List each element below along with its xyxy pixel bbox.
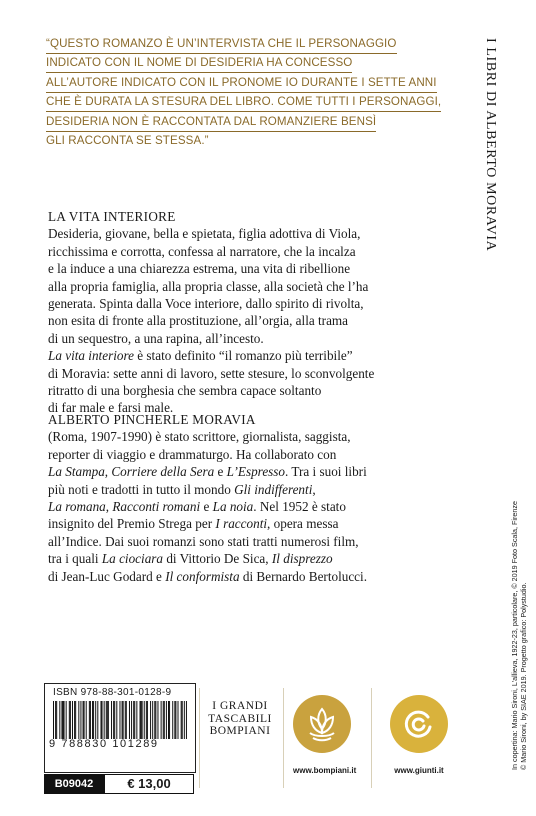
- work-title: I racconti: [215, 516, 268, 532]
- barcode-bar: [83, 701, 84, 739]
- barcode-box: [44, 683, 196, 773]
- quote-line-1: “QUESTO ROMANZO È UN’INTERVISTA CHE IL PERSONAGGIO: [46, 36, 397, 54]
- synopsis-line: ricchissima e corrotta, confessa al narratore, che la incalza: [48, 243, 356, 259]
- bio-line: [48, 550, 468, 567]
- bio-text: ,: [104, 464, 112, 480]
- barcode-bar: [169, 701, 170, 739]
- giunti-logo-icon: [390, 695, 448, 753]
- work-title: Il conformista: [165, 568, 240, 584]
- synopsis-line: e la induce a una chiarezza estrema, una vita di ribellione: [48, 261, 351, 277]
- barcode-bar: [155, 701, 156, 739]
- barcode-bar: [125, 701, 126, 739]
- barcode-bar: [129, 701, 130, 739]
- barcode-bar: [69, 701, 70, 739]
- bio-line: all’Indice. Dai suoi romanzi sono stati tratti numerosi film,: [48, 533, 359, 549]
- barcode-bar: [186, 701, 187, 739]
- barcode-bar: [108, 701, 109, 739]
- barcode-bar: [56, 701, 57, 739]
- barcode-bar: [164, 701, 165, 739]
- barcode-bar: [113, 701, 114, 739]
- bio-line: [48, 568, 468, 585]
- divider: [371, 688, 372, 788]
- work-title: Racconti romani: [112, 499, 201, 515]
- barcode-bar: [70, 701, 71, 739]
- barcode-bar: [136, 701, 137, 739]
- barcode-bar: [74, 701, 75, 739]
- work-title: La Stampa: [48, 464, 105, 480]
- bio-text: . Nel 1952 è stato: [253, 499, 346, 515]
- series-name: [205, 700, 275, 738]
- synopsis-line: ritratto di una borghesia che sembra capace soltanto: [48, 383, 322, 399]
- isbn-label: ISBN 978-88-301-0128-9: [53, 687, 172, 698]
- barcode-bar: [72, 701, 73, 739]
- barcode-bar: [166, 701, 167, 739]
- book-title-italic: La vita interiore: [48, 348, 134, 364]
- barcode-bar: [59, 701, 60, 739]
- author-bio-section: [48, 411, 468, 585]
- barcode-bar: [53, 701, 54, 739]
- quote-line-3: ALL’AUTORE INDICATO CON IL PRONOME IO DURANTE I SETTE ANNI: [46, 75, 437, 93]
- divider: [283, 688, 284, 788]
- barcode-bar: [154, 701, 155, 739]
- bio-line: [48, 498, 468, 515]
- barcode-bar: [146, 701, 147, 739]
- synopsis-text: è stato definito “il romanzo più terribile”: [133, 348, 353, 364]
- barcode-bar: [133, 701, 134, 739]
- barcode-bar: [144, 701, 145, 739]
- barcode-bar: [126, 701, 127, 739]
- barcode-bar: [86, 701, 87, 739]
- work-title: L’Espresso: [226, 464, 286, 480]
- product-code: B09042: [44, 774, 104, 794]
- bio-text: di Vittorio De Sica,: [163, 551, 272, 567]
- barcode-bar: [157, 701, 158, 739]
- author-heading: ALBERTO PINCHERLE MORAVIA: [48, 412, 256, 427]
- barcode-bar: [123, 701, 124, 739]
- credits-line-2: © Mario Sironi, by SIAE 2019. Progetto grafico: Polystudio.: [519, 582, 528, 770]
- synopsis-heading: LA VITA INTERIORE: [48, 209, 176, 224]
- barcode-bar: [147, 701, 148, 739]
- barcode-bar: [163, 701, 164, 739]
- synopsis-section: [48, 208, 468, 417]
- barcode-bar: [104, 701, 105, 739]
- barcode-bar: [78, 701, 79, 739]
- barcode-bar: [95, 701, 96, 739]
- barcode-bar: [122, 701, 123, 739]
- spiral-icon: [390, 695, 448, 753]
- barcode-bar: [178, 701, 179, 739]
- barcode-bar: [84, 701, 85, 739]
- back-cover-quote: [46, 36, 456, 151]
- barcode-bar: [66, 701, 67, 739]
- quote-line-5: DESIDERIA NON È RACCONTATA DAL ROMANZIERE BENSÌ: [46, 114, 376, 132]
- barcode-bar: [119, 701, 120, 739]
- cover-credits: [510, 501, 530, 790]
- bio-line: (Roma, 1907-1990) è stato scrittore, giornalista, saggista,: [48, 429, 351, 445]
- barcode-bar: [111, 701, 112, 739]
- barcode-bar: [142, 701, 143, 739]
- work-title: Corriere della Sera: [111, 464, 215, 480]
- quote-line-4: CHE È DURATA LA STESURA DEL LIBRO. COME TUTTI I PERSONAGGI,: [46, 94, 441, 112]
- synopsis-line: non esita di fronte alla prostituzione, all’orgia, alla trama: [48, 313, 349, 329]
- bio-text: più noti e tradotti in tutto il mondo: [48, 481, 235, 497]
- synopsis-line: Desideria, giovane, bella e spietata, figlia adottiva di Viola,: [48, 226, 361, 242]
- barcode-bar: [93, 701, 94, 739]
- synopsis-line: generata. Spinta dalla Voce interiore, dallo spirito di rivolta,: [48, 296, 364, 312]
- barcode-bar: [107, 701, 108, 739]
- bio-text: di Bernardo Bertolucci.: [239, 568, 368, 584]
- barcode-bar: [182, 701, 183, 739]
- bio-line: [48, 463, 468, 480]
- bio-text: tra i quali: [48, 551, 102, 567]
- barcode-bar: [174, 701, 175, 739]
- bio-line: [48, 515, 468, 532]
- barcode-bar: [172, 701, 173, 739]
- work-title: La romana: [48, 499, 106, 515]
- barcode-bar: [150, 701, 151, 739]
- synopsis-line: alla propria famiglia, alla propria classe, alla società che l’ha: [48, 278, 369, 294]
- synopsis-line: di far male e farsi male.: [48, 400, 174, 416]
- bio-line: reporter di viaggio e drammaturgo. Ha collaborato con: [48, 446, 337, 462]
- bio-text: ,: [312, 481, 316, 497]
- bio-line: [48, 481, 468, 498]
- bompiani-url: www.bompiani.it: [293, 766, 357, 775]
- lotus-icon: [293, 695, 351, 753]
- barcode-bars: [53, 701, 187, 739]
- bompiani-logo-icon: [293, 695, 351, 753]
- synopsis-line: di un sequestro, a una rapina, all’incesto.: [48, 330, 264, 346]
- barcode-bar: [61, 701, 62, 739]
- work-title: La ciociara: [101, 551, 164, 567]
- barcode-bar: [80, 701, 81, 739]
- barcode-digits: 9 788830 101289: [49, 738, 159, 750]
- barcode-bar: [64, 701, 65, 739]
- barcode-bar: [152, 701, 153, 739]
- barcode-bar: [131, 701, 132, 739]
- barcode-bar: [90, 701, 91, 739]
- price-box: € 13,00: [104, 774, 194, 794]
- bio-text: , opera messa: [267, 516, 339, 532]
- barcode-bar: [55, 701, 56, 739]
- series-line: BOMPIANI: [209, 725, 271, 737]
- synopsis-line: di Moravia: sette anni di lavoro, sette stesure, lo sconvolgente: [48, 365, 375, 381]
- barcode-bar: [140, 701, 141, 739]
- series-spine-title: [480, 38, 500, 278]
- barcode-bar: [141, 701, 142, 739]
- bio-text: ,: [105, 499, 113, 515]
- series-line: TASCABILI: [208, 712, 272, 725]
- bio-text: e: [200, 499, 213, 515]
- barcode-bar: [63, 701, 64, 739]
- barcode-bar: [175, 701, 176, 739]
- barcode-bar: [89, 701, 90, 739]
- barcode-bar: [100, 701, 101, 739]
- barcode-bar: [181, 701, 182, 739]
- quote-line-2: INDICATO CON IL NOME DI DESIDERIA HA CONCESSO: [46, 55, 352, 73]
- giunti-url: www.giunti.it: [394, 766, 444, 775]
- spine-title-text: I LIBRI DI ALBERTO MORAVIA: [483, 38, 498, 252]
- synopsis-line: [48, 347, 468, 364]
- barcode-bar: [75, 701, 76, 739]
- credits-line-1: In copertina: Mario Sironi, L’allieva, 1922-23, particolare, © 2019 Foto Scala, Firenze: [510, 501, 519, 770]
- bio-text: . Tra i suoi libri: [285, 464, 367, 480]
- bio-text: di Jean-Luc Godard e: [48, 568, 166, 584]
- work-title: La noia: [212, 499, 254, 515]
- barcode-bar: [161, 701, 162, 739]
- bio-text: e: [214, 464, 227, 480]
- barcode-bar: [97, 701, 98, 739]
- barcode-bar: [92, 701, 93, 739]
- barcode-bar: [114, 701, 115, 739]
- barcode-bar: [134, 701, 135, 739]
- barcode-bar: [102, 701, 103, 739]
- divider: [199, 688, 200, 788]
- work-title: Gli indifferenti: [234, 481, 313, 497]
- quote-line-6: GLI RACCONTA SE STESSA.”: [46, 134, 209, 148]
- barcode-bar: [184, 701, 185, 739]
- barcode-bar: [106, 701, 107, 739]
- barcode-bar: [168, 701, 169, 739]
- work-title: Il disprezzo: [271, 551, 333, 567]
- barcode-bar: [116, 701, 117, 739]
- series-line: I GRANDI: [212, 700, 268, 712]
- bio-text: insignito del Premio Strega per: [48, 516, 216, 532]
